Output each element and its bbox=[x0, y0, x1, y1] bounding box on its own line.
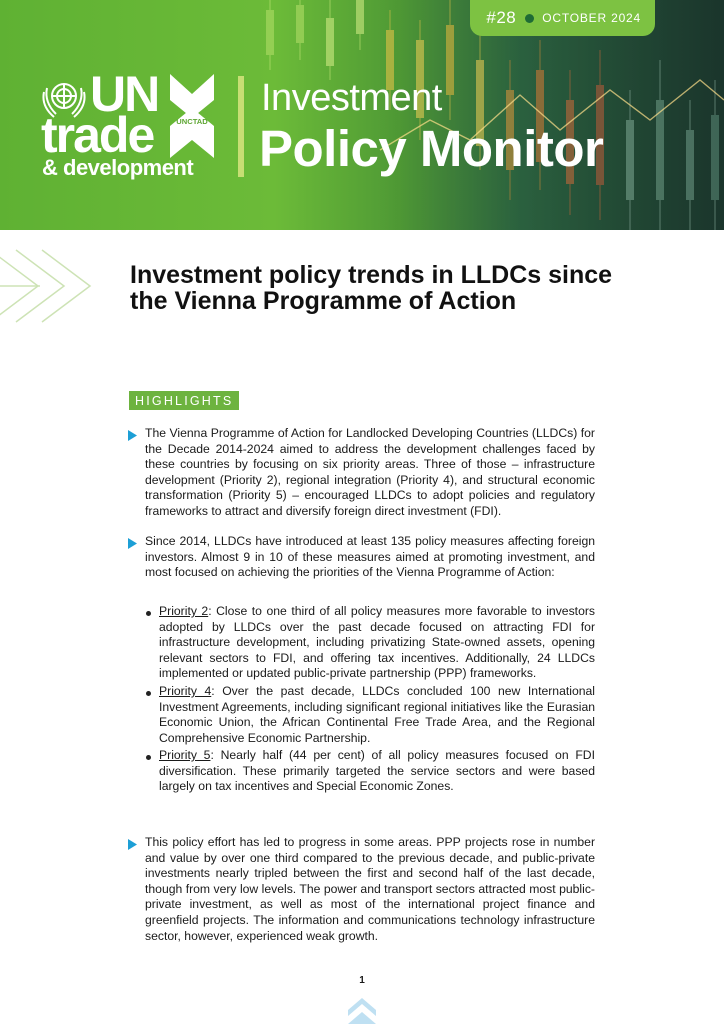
priority-2-label: Priority 2 bbox=[159, 604, 209, 618]
priority-4-text: : Over the past decade, LLDCs concluded 100 new International Investment Agreements, including significant regional initiatives like the Eurasian Economic Union, the African Continental Free Trade Area, and the Regional Comprehensive Economic Partnership. bbox=[159, 684, 595, 745]
priority-4-item bbox=[159, 684, 595, 746]
highlight-paragraph-1: The Vienna Programme of Action for Landlocked Developing Countries (LLDCs) for the Decade 2014-2024 aimed to address the development challenges faced by these countries by focusing on six priority areas. Three of those – infrastructure development (Priority 2), regional integration (Priority 4), and structural economic transformation (Priority 5) – encouraged LLDCs to adopt policies and regulatory frameworks to attract and diversify foreign direct investment (FDI). bbox=[145, 426, 595, 518]
page-title: Investment policy trends in LLDCs since the Vienna Programme of Action bbox=[130, 261, 613, 315]
publication-title-line2: Policy Monitor bbox=[259, 120, 604, 177]
issue-date: OCTOBER 2024 bbox=[542, 11, 641, 25]
bullet-triangle-icon bbox=[128, 538, 138, 549]
highlight-paragraph-3: This policy effort has led to progress in some areas. PPP projects rose in number and value by over one third compared to the previous decade, and public-private investments nearly tripled between the first and second half of the last decade, though from very low levels. The power and transport sectors attracted most public-private investment, as well as most of the international project finance and greenfield projects. The information and communications technology infrastructure sector, however, experienced weak growth. bbox=[145, 835, 595, 943]
bullet-dot-icon bbox=[146, 691, 151, 696]
priority-2-text: : Close to one third of all policy measures more favorable to investors adopted by LLDCs over the past decade focused on attracting FDI for infrastructure development, including privatizing State-owned assets, opening relevant sectors to FDI, and offering tax incentives. Additionally, 24 LLDCs implemented or updated public-private partnership (PPP) frameworks. bbox=[159, 604, 595, 681]
priority-4-label: Priority 4 bbox=[159, 684, 212, 698]
up-chevron-icon bbox=[348, 994, 376, 1024]
unctad-logo-label: UNCTAD bbox=[176, 117, 208, 126]
highlights-label: HIGHLIGHTS bbox=[129, 391, 239, 410]
page-number: 1 bbox=[359, 975, 365, 986]
priority-5-item bbox=[159, 748, 595, 795]
bullet-triangle-icon bbox=[128, 839, 138, 850]
chevrons-decoration-icon bbox=[0, 248, 110, 328]
logo-un-text: UN bbox=[90, 66, 159, 122]
issue-number: #28 bbox=[486, 8, 517, 27]
unctad-logo-icon bbox=[170, 74, 214, 158]
logo-trade-text: trade bbox=[41, 107, 154, 163]
bullet-dot-icon bbox=[146, 755, 151, 760]
publication-title-line1: Investment bbox=[261, 77, 442, 119]
header-banner bbox=[0, 0, 724, 230]
bullet-dot-icon bbox=[146, 611, 151, 616]
priority-2-item bbox=[159, 604, 595, 682]
logo-development-text: & development bbox=[42, 155, 194, 180]
issue-dot-icon bbox=[525, 14, 534, 23]
bullet-triangle-icon bbox=[128, 430, 138, 441]
header-divider bbox=[238, 76, 244, 177]
priority-5-label: Priority 5 bbox=[159, 748, 211, 762]
highlight-paragraph-2: Since 2014, LLDCs have introduced at least 135 policy measures affecting foreign investors. Almost 9 in 10 of these measures aimed at promoting investment, and most focused on achieving the priorities of the Vienna Programme of Action: bbox=[145, 534, 595, 580]
priority-5-text: : Nearly half (44 per cent) of all policy measures focused on FDI diversification. These primarily targeted the service sectors and were based largely on tax incentives and Special Economic Zones. bbox=[159, 748, 595, 794]
issue-tag bbox=[470, 0, 655, 36]
